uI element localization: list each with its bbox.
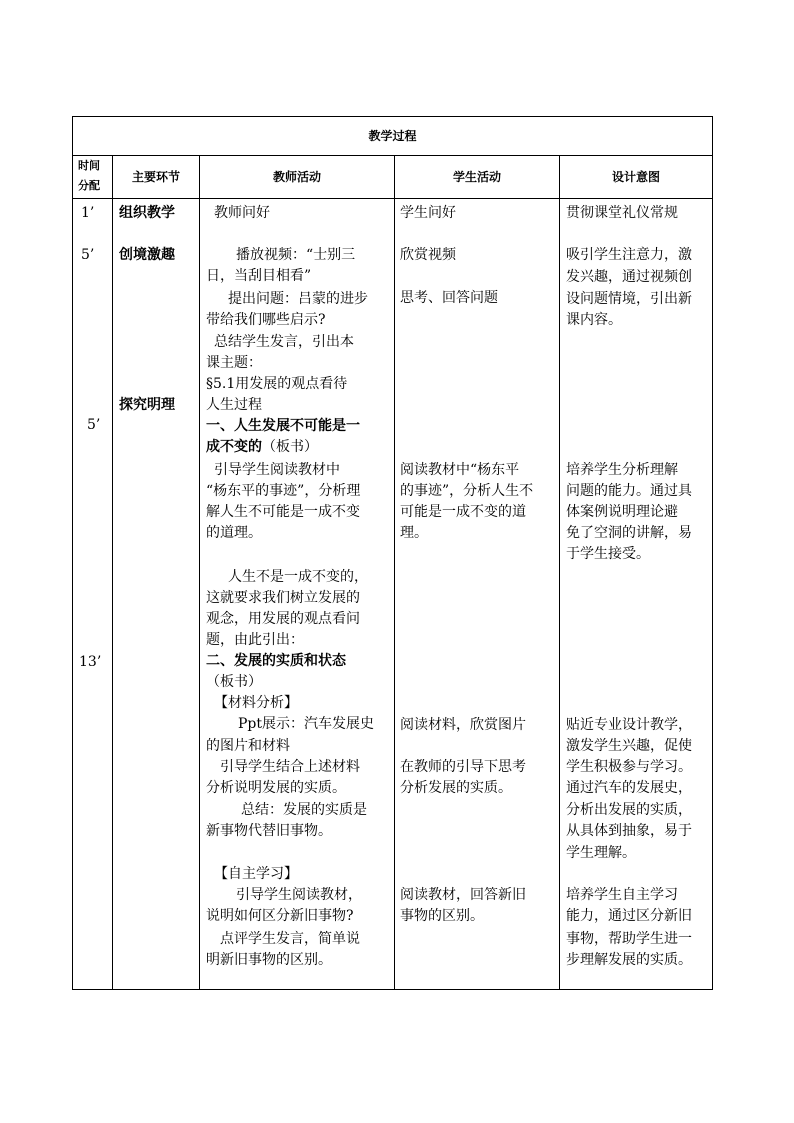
intent-line: 免了空洞的讲解，易: [566, 525, 692, 541]
teacher-line: 总结学生发言，引出本: [214, 334, 354, 350]
intent-line: 事物，帮助学生进一: [566, 931, 692, 947]
teacher-line: 引导学生结合上述材料: [220, 759, 360, 775]
time-essence: 13’: [79, 654, 102, 670]
student-line: 阅读材料，欣赏图片: [400, 717, 526, 733]
intent-line: 发兴趣，通过视频创: [566, 269, 692, 285]
student-line: 理。: [400, 525, 428, 541]
teacher-line: 说明如何区分新旧事物?: [206, 908, 354, 924]
time-explore: 5’: [87, 417, 101, 433]
teacher-line: 人生不是一成不变的，: [228, 569, 368, 585]
intent-line: 于学生接受。: [566, 546, 650, 562]
title-divider: [73, 155, 712, 156]
teacher-line: Ppt展示：汽车发展史: [238, 716, 375, 732]
column-divider: [112, 156, 113, 989]
student-line: 在教师的引导下思考: [400, 759, 526, 775]
teacher-line: 总结：发展的实质是: [241, 802, 367, 818]
stage-organize: 组织教学: [119, 205, 175, 221]
teacher-heading: 成不变的: [206, 439, 262, 455]
teacher-line: 的图片和材料: [206, 738, 290, 754]
intent-line: 吸引学生注意力，激: [566, 247, 692, 263]
intent-line: 步理解发展的实质。: [566, 952, 692, 968]
teacher-line: §5.1用发展的观点看待: [206, 376, 348, 392]
teacher-line: 题，由此引出：: [206, 632, 304, 648]
intent-line: 问题的能力。通过具: [566, 483, 692, 499]
header-stage: 主要环节: [131, 170, 180, 184]
time-scenario: 5’: [81, 247, 95, 263]
student-line: 阅读教材，回答新旧: [400, 887, 526, 903]
teacher-heading: 一、人生发展不可能是一: [206, 418, 360, 434]
intent-line: 培养学生分析理解: [566, 462, 678, 478]
column-divider: [394, 156, 395, 989]
time-organize: 1’: [81, 205, 95, 221]
intent-line: 从具体到抽象，易于: [566, 823, 692, 839]
table-title: 教学过程: [368, 129, 417, 143]
header-time-line1: 时间: [78, 159, 100, 172]
intent-line: 培养学生自主学习: [566, 887, 678, 903]
teacher-line: 教师问好: [214, 205, 270, 221]
intent-line: 课内容。: [566, 312, 622, 328]
teacher-line: 分析说明发展的实质。: [206, 780, 346, 796]
teacher-line: 点评学生发言，简单说: [220, 931, 360, 947]
student-line: 事物的区别。: [400, 908, 484, 924]
stage-scenario: 创境激趣: [119, 247, 175, 263]
teacher-line: 日，当刮目相看”: [206, 268, 312, 284]
teacher-line: “杨东平的事迹”，分析理: [206, 483, 361, 499]
teacher-line: 【自主学习】: [214, 866, 298, 882]
column-divider: [559, 156, 560, 989]
header-intent: 设计意图: [611, 170, 660, 184]
intent-line: 学生理解。: [566, 845, 636, 861]
teacher-heading: 二、发展的实质和状态: [206, 653, 346, 669]
student-line: 可能是一成不变的道: [400, 504, 526, 520]
teacher-line: 解人生不可能是一成不变: [206, 504, 360, 520]
intent-line: 分析出发展的实质，: [566, 802, 692, 818]
column-divider: [199, 156, 200, 989]
teacher-line: 引导学生阅读教材中: [214, 462, 340, 478]
stage-explore: 探究明理: [119, 397, 175, 413]
intent-line: 贯彻课堂礼仪常规: [566, 205, 678, 221]
teacher-line: 引导学生阅读教材，: [236, 887, 362, 903]
teacher-line: 的道理。: [206, 525, 262, 541]
header-divider: [73, 198, 712, 199]
student-line: 阅读教材中“杨东平: [400, 462, 520, 478]
teacher-line: 这就要求我们树立发展的: [206, 590, 360, 606]
intent-line: 学生积极参与学习。: [566, 759, 692, 775]
intent-line: 体案例说明理论避: [566, 504, 678, 520]
teacher-line: 提出问题：吕蒙的进步: [228, 291, 368, 307]
teacher-line: 【材料分析】: [214, 695, 298, 711]
student-line: 思考、回答问题: [400, 290, 498, 306]
teacher-line: 观念，用发展的观点看问: [206, 611, 360, 627]
intent-line: 激发学生兴趣，促使: [566, 738, 692, 754]
header-time-line2: 分配: [78, 179, 100, 192]
intent-line: 贴近专业设计教学，: [566, 717, 692, 733]
teacher-line: 课主题：: [206, 355, 262, 371]
header-teacher: 教师活动: [272, 170, 321, 184]
teacher-line: 播放视频：“士别三: [236, 247, 356, 263]
student-line: 学生问好: [400, 205, 456, 221]
teacher-line: 带给我们哪些启示?: [206, 312, 326, 328]
student-line: 欣赏视频: [400, 247, 456, 263]
teacher-note: （板书）: [262, 439, 318, 455]
intent-line: 通过汽车的发展史，: [566, 780, 692, 796]
teacher-line: 明新旧事物的区别。: [206, 952, 332, 968]
student-line: 分析发展的实质。: [400, 780, 512, 796]
teacher-line: 新事物代替旧事物。: [206, 823, 332, 839]
teacher-line: （板书）: [206, 674, 262, 690]
student-line: 的事迹”，分析人生不: [400, 483, 534, 499]
teacher-line: 人生过程: [206, 397, 262, 413]
intent-line: 能力，通过区分新旧: [566, 908, 692, 924]
header-student: 学生活动: [452, 170, 501, 184]
teaching-process-table: [72, 116, 713, 990]
intent-line: 设问题情境，引出新: [566, 291, 692, 307]
